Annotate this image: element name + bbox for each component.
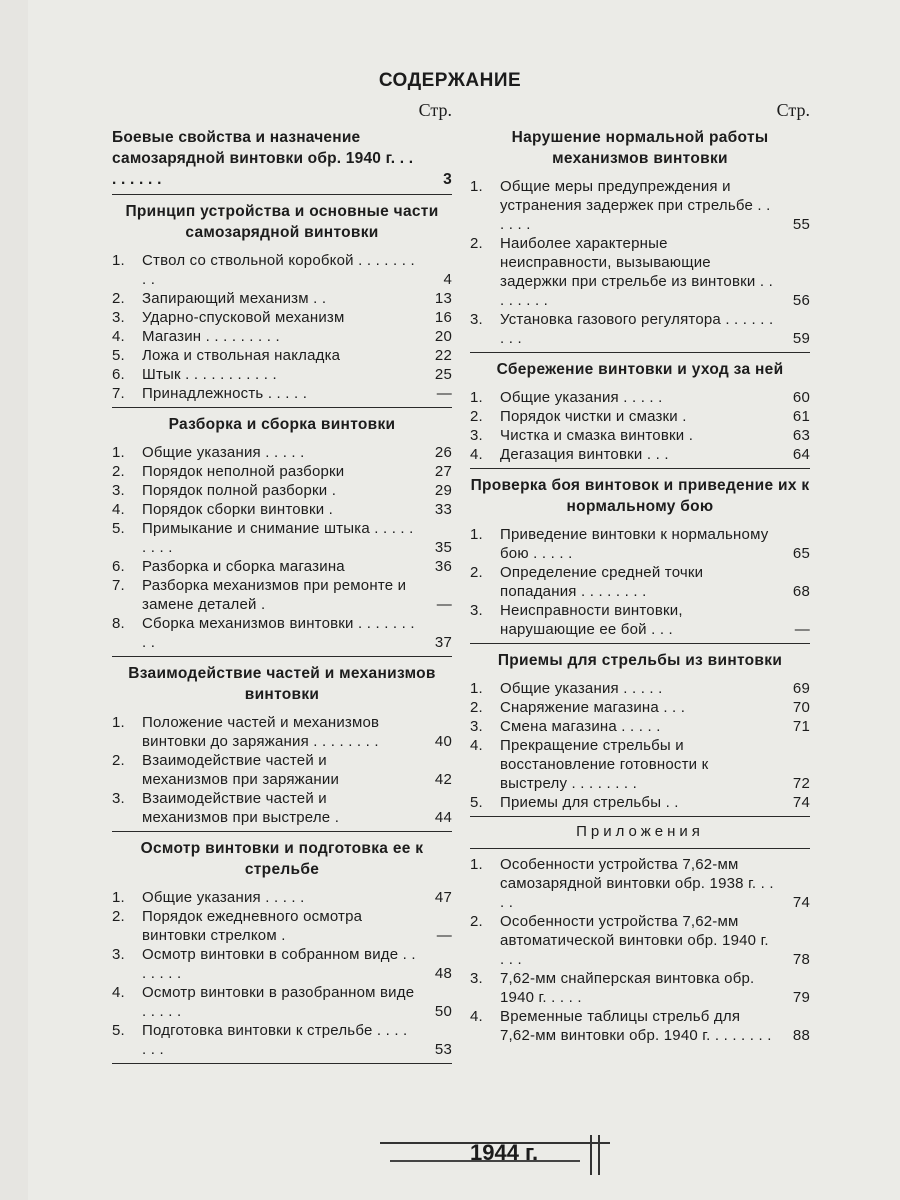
toc-entry-number: 3. xyxy=(470,311,483,328)
toc-entry-number: 2. xyxy=(470,235,483,252)
toc-entry xyxy=(470,407,810,426)
toc-entry xyxy=(112,907,452,945)
section-heading: Взаимодействие частей и механизмов винтовки xyxy=(128,665,436,703)
toc-entry xyxy=(112,576,452,614)
toc-entry-page: 64 xyxy=(792,446,810,463)
toc-entry-text: Порядок полной разборки . xyxy=(142,482,337,499)
toc-entry-page: 22 xyxy=(434,347,452,364)
section-heading: Проверка боя винтовок и приведение их к нормальному бою xyxy=(470,477,810,515)
toc-entry xyxy=(470,388,810,407)
toc-entry xyxy=(112,1021,452,1059)
toc-entry-number: 2. xyxy=(470,913,483,930)
toc-entry-number: 1. xyxy=(470,178,483,195)
toc-entry-number: 3. xyxy=(112,309,125,326)
toc-entry-text: Порядок сборки винтовки . xyxy=(142,501,334,518)
toc-entry-number: 3. xyxy=(112,482,125,499)
stamp-year: 1944 г. xyxy=(470,1140,539,1165)
appendix-entry xyxy=(470,855,810,912)
toc-entry-text: Запирающий механизм . . xyxy=(142,290,327,307)
toc-entry-number: 5. xyxy=(470,794,483,811)
toc-entry-number: 5. xyxy=(112,1022,125,1039)
toc-entry-page: 42 xyxy=(434,771,452,788)
toc-entry-page: 72 xyxy=(792,775,810,792)
toc-entry-text: Разборка и сборка магазина xyxy=(142,558,345,575)
section-heading: Приемы для стрельбы из винтовки xyxy=(497,652,783,669)
toc-entry xyxy=(470,563,810,601)
toc-entry-number: 2. xyxy=(470,699,483,716)
toc-entry-text: Приведение винтовки к нормальному бою . . . . . xyxy=(500,526,769,562)
page-column-label: Стр. xyxy=(776,100,810,120)
toc-entry-text: Особенности устройства 7,62-мм самозарядной винтовки обр. 1938 г. . . . . xyxy=(500,856,774,911)
toc-entry-page: 37 xyxy=(434,634,452,651)
section-divider xyxy=(112,1063,452,1064)
toc-entry-number: 1. xyxy=(470,856,483,873)
toc-entry-text: Боевые свойства и назначение самозарядной винтовки обр. 1940 г. . . . . . . . . xyxy=(112,129,414,188)
section-heading: Разборка и сборка винтовки xyxy=(168,416,396,433)
toc-entry xyxy=(470,234,810,310)
toc-entry-text: Порядок ежедневного осмотра винтовки стрелком . xyxy=(142,908,363,944)
toc-entry-number: 2. xyxy=(112,908,125,925)
toc-entry-page: 70 xyxy=(792,699,810,716)
toc-entry xyxy=(112,462,452,481)
toc-entry xyxy=(470,717,810,736)
toc-entry-page: 79 xyxy=(792,989,810,1006)
toc-entry xyxy=(112,251,452,289)
toc-entry-number: 3. xyxy=(112,946,125,963)
toc-entry-page: 48 xyxy=(434,965,452,982)
toc-entry xyxy=(112,384,452,403)
toc-entry-page: 68 xyxy=(792,583,810,600)
library-stamp xyxy=(380,1130,620,1180)
toc-entry-text: Прекращение стрельбы и восстановление готовности к выстрелу . . . . . . . . xyxy=(500,737,709,792)
toc-entry xyxy=(112,346,452,365)
toc-entry-number: 1. xyxy=(470,526,483,543)
toc-entry xyxy=(112,751,452,789)
toc-entry-number: 1. xyxy=(112,252,125,269)
toc-entry-number: 1. xyxy=(112,714,125,731)
appendix-entry xyxy=(470,912,810,969)
toc-entry-number: 3. xyxy=(470,718,483,735)
page-column-label: Стр. xyxy=(418,100,452,120)
toc-entry-text: Определение средней точки попадания . . . . . . . . xyxy=(500,564,704,600)
toc-entry xyxy=(112,888,452,907)
toc-entry-number: 7. xyxy=(112,385,125,402)
toc-entry-page: 4 xyxy=(443,271,452,288)
toc-entry-page: 36 xyxy=(434,558,452,575)
toc-entry xyxy=(470,736,810,793)
toc-entry-page: 20 xyxy=(434,328,452,345)
stamp-bar xyxy=(598,1135,600,1175)
toc-entry-page: 74 xyxy=(792,794,810,811)
toc-entry-number: 1. xyxy=(112,444,125,461)
toc-entry-text: Подготовка винтовки к стрельбе . . . . . . . xyxy=(142,1022,408,1058)
toc-entry-text: Ударно-спусковой механизм xyxy=(142,309,345,326)
toc-entry-page: 40 xyxy=(434,733,452,750)
toc-entry-text: Общие меры предупреждения и устранения задержек при стрельбе . . . . . . xyxy=(500,178,771,233)
toc-entry-page: 88 xyxy=(792,1027,810,1044)
toc-entry-number: 4. xyxy=(112,328,125,345)
toc-entry-text: Наиболее характерные неисправности, вызывающие задержки при стрельбе из винтовки . . . . . . . . xyxy=(500,235,773,309)
section-heading: Сбережение винтовки и уход за ней xyxy=(496,361,784,378)
page-title: СОДЕРЖАНИЕ xyxy=(378,70,522,91)
toc-entry-number: 7. xyxy=(112,577,125,594)
toc-entry-number: 6. xyxy=(112,366,125,383)
toc-entry-page: — xyxy=(436,927,452,944)
toc-entry-text: Приемы для стрельбы . . xyxy=(500,794,679,811)
toc-entry-text: Ложа и ствольная накладка xyxy=(142,347,341,364)
toc-entry-page: 61 xyxy=(792,408,810,425)
toc-entry xyxy=(112,945,452,983)
toc-entry-page: 13 xyxy=(434,290,452,307)
toc-entry-number: 5. xyxy=(112,520,125,537)
toc-entry-text: Особенности устройства 7,62-мм автоматической винтовки обр. 1940 г. . . . xyxy=(500,913,769,968)
appendix-entry xyxy=(470,969,810,1007)
toc-entry-number: 3. xyxy=(470,602,483,619)
section-heading: Принцип устройства и основные части самозарядной винтовки xyxy=(125,203,439,241)
toc-entry-number: 1. xyxy=(112,889,125,906)
toc-entry-page: 47 xyxy=(434,889,452,906)
appendix-heading: Приложения xyxy=(576,823,704,840)
toc-entry xyxy=(112,481,452,500)
toc-entry-number: 2. xyxy=(112,290,125,307)
toc-entry-page: 29 xyxy=(434,482,452,499)
section-divider xyxy=(470,643,810,644)
toc-entry-page: 53 xyxy=(434,1041,452,1058)
section-divider xyxy=(470,816,810,817)
toc-entry xyxy=(112,713,452,751)
toc-entry-page: 71 xyxy=(792,718,810,735)
toc-entry-text: Положение частей и механизмов винтовки до заряжания . . . . . . . . xyxy=(142,714,380,750)
toc-entry-number: 4. xyxy=(112,984,125,1001)
toc-entry-number: 2. xyxy=(112,463,125,480)
toc-entry-number: 8. xyxy=(112,615,125,632)
section-heading: Осмотр винтовки и подготовка ее к стрельбе xyxy=(140,840,424,878)
toc-entry-text: Общие указания . . . . . xyxy=(500,680,663,697)
toc-entry xyxy=(112,443,452,462)
toc-entry-text: Дегазация винтовки . . . xyxy=(500,446,669,463)
toc-entry-text: Сборка механизмов винтовки . . . . . . . . . xyxy=(142,615,415,651)
toc-entry-page: 63 xyxy=(792,427,810,444)
toc-entry-page: 74 xyxy=(792,894,810,911)
toc-entry-number: 2. xyxy=(470,408,483,425)
toc-entry-page: 60 xyxy=(792,389,810,406)
toc-entry-number: 4. xyxy=(470,737,483,754)
toc-entry xyxy=(112,614,452,652)
toc-entry-text: Чистка и смазка винтовки . xyxy=(500,427,694,444)
toc-entry-page: 44 xyxy=(434,809,452,826)
toc-entry-text: Порядок чистки и смазки . xyxy=(500,408,687,425)
toc-entry-number: 5. xyxy=(112,347,125,364)
toc-entry xyxy=(470,177,810,234)
toc-entry-page: 3 xyxy=(443,171,452,188)
section-divider xyxy=(112,194,452,195)
toc-entry-page: 56 xyxy=(792,292,810,309)
toc-entry-text: Принадлежность . . . . . xyxy=(142,385,308,402)
toc-entry-text: Установка газового регулятора . . . . . . . . . xyxy=(500,311,774,347)
section-divider xyxy=(112,656,452,657)
toc-entry-number: 6. xyxy=(112,558,125,575)
toc-entry-page: 33 xyxy=(434,501,452,518)
toc-entry-text: Смена магазина . . . . . xyxy=(500,718,661,735)
toc-entry-number: 1. xyxy=(470,680,483,697)
toc-entry-page: 25 xyxy=(434,366,452,383)
section-divider xyxy=(470,352,810,353)
toc-entry-page: 65 xyxy=(792,545,810,562)
toc-entry-text: Взаимодействие частей и механизмов при выстреле . xyxy=(142,790,340,826)
toc-entry xyxy=(112,308,452,327)
section-heading: Нарушение нормальной работы механизмов винтовки xyxy=(511,129,769,167)
right-column xyxy=(470,100,810,1045)
toc-entry-text: Магазин . . . . . . . . . xyxy=(142,328,280,345)
toc-entry-text: 7,62-мм снайперская винтовка обр. 1940 г. . . . . xyxy=(500,970,755,1006)
toc-entry-text: Взаимодействие частей и механизмов при заряжании xyxy=(142,752,340,788)
toc-entry-text: Общие указания . . . . . xyxy=(500,389,663,406)
appendix-entry xyxy=(470,1007,810,1045)
section-divider xyxy=(112,831,452,832)
toc-entry-page: 35 xyxy=(434,539,452,556)
toc-entry xyxy=(470,426,810,445)
toc-entry xyxy=(112,500,452,519)
toc-entry-number: 4. xyxy=(470,446,483,463)
toc-entry-number: 3. xyxy=(112,790,125,807)
toc-entry-text: Разборка механизмов при ремонте и замене деталей . xyxy=(142,577,407,613)
toc-entry-text: Общие указания . . . . . xyxy=(142,444,305,461)
toc-intro-entry xyxy=(112,127,452,190)
toc-entry-text: Штык . . . . . . . . . . . xyxy=(142,366,277,383)
toc-entry xyxy=(470,310,810,348)
toc-entry-number: 3. xyxy=(470,970,483,987)
toc-entry xyxy=(112,289,452,308)
toc-entry-text: Порядок неполной разборки xyxy=(142,463,345,480)
toc-entry xyxy=(470,679,810,698)
toc-entry xyxy=(470,793,810,812)
toc-entry-text: Общие указания . . . . . xyxy=(142,889,305,906)
toc-entry xyxy=(470,601,810,639)
toc-entry-page: 50 xyxy=(434,1003,452,1020)
toc-entry-text: Временные таблицы стрельб для 7,62-мм винтовки обр. 1940 г. . . . . . . . xyxy=(500,1008,772,1044)
toc-entry-number: 2. xyxy=(112,752,125,769)
toc-entry-page: 27 xyxy=(434,463,452,480)
toc-entry-text: Примыкание и снимание штыка . . . . . . . . . xyxy=(142,520,414,556)
toc-entry xyxy=(112,519,452,557)
toc-entry-page: 59 xyxy=(792,330,810,347)
toc-entry-text: Снаряжение магазина . . . xyxy=(500,699,686,716)
toc-entry-page: 69 xyxy=(792,680,810,697)
toc-entry xyxy=(112,557,452,576)
toc-entry-number: 1. xyxy=(470,389,483,406)
toc-entry-page: 55 xyxy=(792,216,810,233)
toc-entry xyxy=(470,698,810,717)
toc-entry xyxy=(470,525,810,563)
toc-entry-number: 4. xyxy=(470,1008,483,1025)
toc-entry-page: — xyxy=(436,385,452,402)
toc-entry-text: Осмотр винтовки в собранном виде . . . . . . . xyxy=(142,946,416,982)
toc-entry-page: — xyxy=(436,596,452,613)
toc-entry xyxy=(112,327,452,346)
toc-entry xyxy=(470,445,810,464)
section-divider xyxy=(112,407,452,408)
section-divider xyxy=(470,848,810,849)
section-divider xyxy=(470,468,810,469)
toc-entry xyxy=(112,789,452,827)
toc-entry-number: 4. xyxy=(112,501,125,518)
toc-entry-text: Ствол со ствольной коробкой . . . . . . . . . xyxy=(142,252,415,288)
stamp-bar xyxy=(590,1135,592,1175)
toc-entry-number: 3. xyxy=(470,427,483,444)
toc-entry-text: Неисправности винтовки, нарушающие ее бой . . . xyxy=(500,602,683,638)
toc-entry-page: 26 xyxy=(434,444,452,461)
toc-entry xyxy=(112,365,452,384)
toc-entry-page: 16 xyxy=(434,309,452,326)
toc-entry xyxy=(112,983,452,1021)
left-column xyxy=(112,100,452,1070)
toc-entry-text: Осмотр винтовки в разобранном виде . . . . . xyxy=(142,984,415,1020)
toc-entry-page: 78 xyxy=(792,951,810,968)
toc-entry-number: 2. xyxy=(470,564,483,581)
toc-entry-page: — xyxy=(794,621,810,638)
